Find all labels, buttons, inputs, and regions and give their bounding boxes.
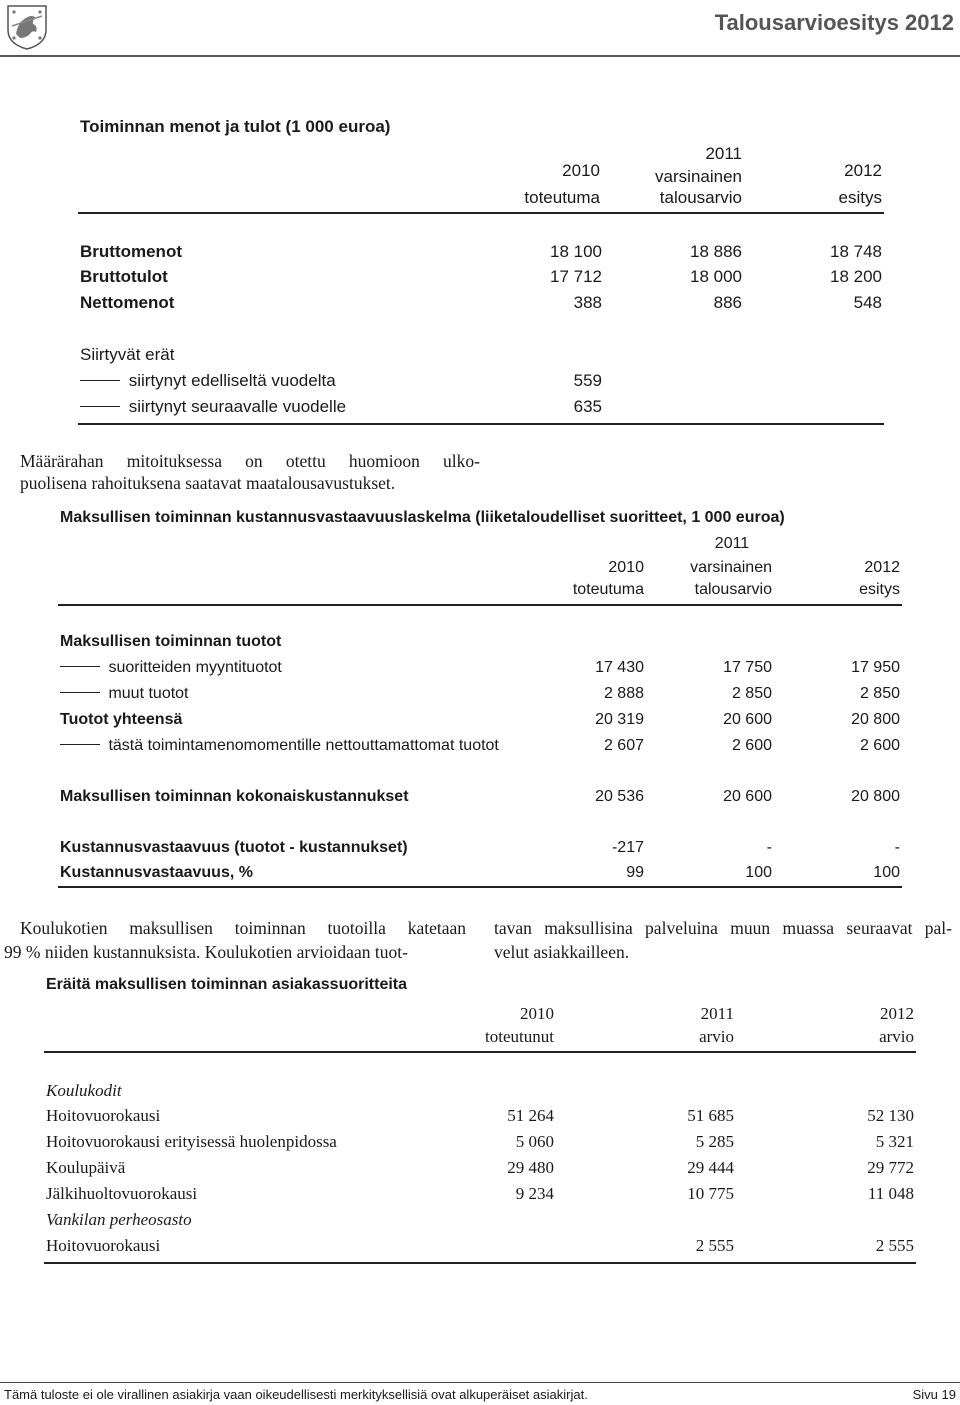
cell: 51 264 (507, 1106, 554, 1125)
table3-title: Eräitä maksullisen toiminnan asiakassuoritteita (46, 976, 408, 993)
table3-col1-year: 2010 (520, 1004, 554, 1023)
cell: - (766, 839, 772, 856)
row-label: Hoitovuorokausi (46, 1236, 161, 1255)
header-rule (0, 55, 960, 57)
table2-col1-year: 2010 (608, 559, 644, 576)
footer-rule (0, 1382, 960, 1383)
table3-col1-sub: toteutunut (485, 1027, 554, 1046)
cell: 10 775 (687, 1184, 734, 1203)
cell: -217 (611, 839, 644, 856)
cell: 29 444 (687, 1158, 734, 1177)
cell: 2 607 (603, 737, 644, 754)
row-label: Kustannusvastaavuus (tuotot - kustannukset) (60, 839, 408, 856)
row-label: siirtynyt seuraavalle vuodelle (80, 398, 346, 415)
cell: 17 430 (595, 659, 644, 676)
table1-header-rule (78, 212, 884, 214)
dash-icon (80, 406, 120, 407)
cell: 100 (745, 864, 772, 881)
row-label: Maksullisen toiminnan kokonaiskustannukset (60, 788, 409, 805)
table1-bottom-rule (78, 423, 884, 425)
cell: 20 800 (851, 788, 900, 805)
table2-col2-year: 2011 (714, 535, 750, 552)
table2-section-title: Maksullisen toiminnan tuotot (60, 633, 282, 650)
cell: 548 (853, 293, 882, 312)
cell: 20 319 (595, 711, 644, 728)
table2-col3-year: 2012 (864, 559, 900, 576)
table2-title: Maksullisen toiminnan kustannusvastaavuuslaskelma (liiketaloudelliset suoritteet, 1 000 euroa) (60, 509, 785, 526)
row-label: Hoitovuorokausi (46, 1106, 161, 1125)
cell: 17 950 (851, 659, 900, 676)
dash-icon (80, 380, 120, 381)
row-label: siirtynyt edelliseltä vuodelta (80, 372, 336, 389)
cell: 29 480 (507, 1158, 554, 1177)
cell: 51 685 (687, 1106, 734, 1125)
cell: 2 600 (731, 737, 772, 754)
table3-bottom-rule (44, 1262, 916, 1264)
dash-icon (60, 692, 100, 693)
table3-group-title: Vankilan perheosasto (46, 1210, 192, 1229)
row-label: Bruttotulot (80, 267, 168, 286)
paragraph-line: Määrärahan mitoituksessa on otettu huomioon ulko- (20, 451, 480, 471)
cell: 18 748 (830, 242, 882, 261)
cell: - (894, 839, 900, 856)
cell: 20 536 (595, 788, 644, 805)
paragraph-right-line: velut asiakkailleen. (494, 942, 630, 962)
cell: 2 555 (875, 1236, 914, 1255)
cell: 2 850 (859, 685, 900, 702)
row-label: Tuotot yhteensä (60, 711, 183, 728)
table2-col3-sub: esitys (859, 581, 900, 598)
cell: 18 886 (690, 242, 742, 261)
cell: 388 (573, 293, 602, 312)
table3-col3-year: 2012 (880, 1004, 914, 1023)
cell: 2 850 (731, 685, 772, 702)
table1-col1-sub: toteutuma (524, 188, 600, 207)
dash-icon (60, 666, 100, 667)
cell: 18 200 (830, 267, 882, 286)
table1-col1-year: 2010 (562, 161, 600, 180)
table2-header-rule (58, 604, 902, 606)
cell: 635 (573, 397, 602, 416)
cell: 20 800 (851, 711, 900, 728)
page-number: Sivu 19 (912, 1387, 956, 1402)
table1-col3-sub: esitys (838, 188, 882, 207)
cell: 9 234 (515, 1184, 554, 1203)
row-label: Nettomenot (80, 293, 175, 312)
table1-title: Toiminnan menot ja tulot (1 000 euroa) (80, 117, 391, 136)
cell: 18 100 (550, 242, 602, 261)
document-header-title: Talousarvioesitys 2012 (714, 10, 954, 35)
table2-col1-sub: toteutuma (572, 581, 644, 598)
cell: 20 600 (723, 788, 772, 805)
table3-col2-year: 2011 (700, 1004, 734, 1023)
row-label: Bruttomenot (80, 242, 182, 261)
cell: 100 (873, 864, 900, 881)
cell: 17 750 (723, 659, 772, 676)
table1-col3-year: 2012 (844, 161, 882, 180)
footer-note: Tämä tuloste ei ole virallinen asiakirja vaan oikeudellisesti merkityksellisiä ovat alkuperäiset asiakirjat. (4, 1387, 588, 1402)
cell: 5 060 (515, 1132, 554, 1151)
row-label: Hoitovuorokausi erityisessä huolenpidossa (46, 1132, 337, 1151)
row-label: Koulupäivä (46, 1158, 126, 1177)
paragraph-left-line: Koulukotien maksullisen toiminnan tuotoilla katetaan (20, 918, 466, 938)
cell: 2 600 (859, 737, 900, 754)
cell: 5 285 (695, 1132, 734, 1151)
cell: 17 712 (550, 267, 602, 286)
table3-header-rule (44, 1051, 916, 1053)
coat-of-arms-logo (6, 4, 48, 50)
table1-transfers-title: Siirtyvät erät (80, 345, 175, 364)
cell: 52 130 (867, 1106, 914, 1125)
table3-group-title: Koulukodit (46, 1081, 122, 1100)
cell: 2 888 (603, 685, 644, 702)
cell: 29 772 (867, 1158, 914, 1177)
table1-col2-sub1: varsinainen (655, 167, 742, 186)
row-label: suoritteiden myyntituotot (60, 660, 282, 676)
cell: 11 048 (867, 1184, 914, 1203)
table1-col2-sub2: talousarvio (659, 188, 742, 207)
table3-col3-sub: arvio (879, 1027, 914, 1046)
cell: 5 321 (875, 1132, 914, 1151)
dash-icon (60, 744, 100, 745)
table1-col2-year: 2011 (705, 144, 742, 163)
cell: 99 (626, 864, 644, 881)
row-label: tästä toimintamenomomentille nettouttamattomat tuotot (60, 738, 499, 754)
cell: 20 600 (723, 711, 772, 728)
row-label: muut tuotot (60, 686, 189, 702)
table2-bottom-rule (58, 886, 902, 888)
cell: 18 000 (690, 267, 742, 286)
paragraph-line: puolisena rahoituksena saatavat maatalousavustukset. (20, 473, 396, 493)
cell: 2 555 (695, 1236, 734, 1255)
row-label: Jälkihuoltovuorokausi (46, 1184, 198, 1203)
cell: 559 (573, 371, 602, 390)
table2-col2-sub1: varsinainen (690, 559, 772, 576)
paragraph-right-line: tavan maksullisina palveluina muun muassa seuraavat pal- (494, 918, 952, 938)
row-label: Kustannusvastaavuus, % (60, 864, 253, 881)
cell: 886 (713, 293, 742, 312)
table3-col2-sub: arvio (699, 1027, 734, 1046)
paragraph-left-line: 99 % niiden kustannuksista. Koulukotien arvioidaan tuot- (4, 942, 408, 962)
table2-col2-sub2: talousarvio (694, 581, 772, 598)
